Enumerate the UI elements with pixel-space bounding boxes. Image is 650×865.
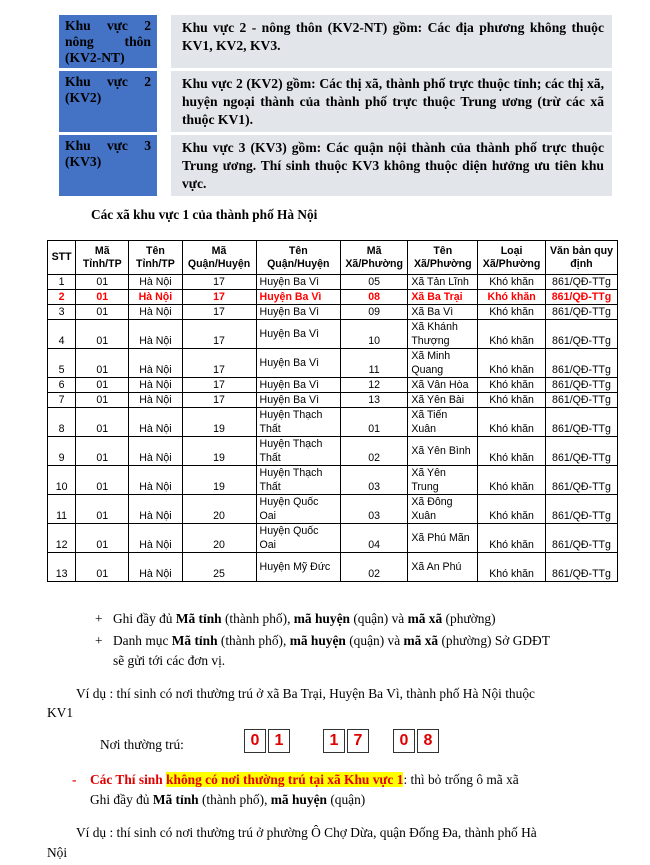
residence-label: Nơi thường trú: bbox=[100, 737, 184, 752]
table-cell: 20 bbox=[182, 524, 256, 553]
table-cell: 1 bbox=[48, 275, 76, 290]
table-cell: Hà Nội bbox=[129, 305, 182, 320]
table-cell: 19 bbox=[182, 437, 256, 466]
table-cell: 02 bbox=[341, 437, 408, 466]
table-cell: 17 bbox=[182, 305, 256, 320]
table-cell: Hà Nội bbox=[129, 320, 182, 349]
table-cell: 861/QĐ-TTg bbox=[545, 320, 617, 349]
region-code: Khu vực 2 (KV2) bbox=[59, 71, 157, 132]
table-cell: 09 bbox=[341, 305, 408, 320]
table-cell: 25 bbox=[182, 553, 256, 582]
table-cell: Huyện Ba Vì bbox=[256, 378, 340, 393]
code-box: 0 bbox=[244, 729, 266, 753]
table-cell: 19 bbox=[182, 408, 256, 437]
region-description: Khu vực 2 (KV2) gồm: Các thị xã, thành phố trực thuộc tỉnh; các thị xã, huyện ngoại thành của thành phố trực thuộc Trung ương (trừ các xã thuộc KV1). bbox=[171, 71, 612, 132]
table-cell: 6 bbox=[48, 378, 76, 393]
table-cell: Hà Nội bbox=[129, 349, 182, 378]
table-cell: Xã Vân Hòa bbox=[408, 378, 478, 393]
table-cell: Hà Nội bbox=[129, 393, 182, 408]
table-row bbox=[48, 275, 618, 290]
table-cell: 02 bbox=[341, 553, 408, 582]
table-cell: 7 bbox=[48, 393, 76, 408]
region-row bbox=[59, 71, 612, 132]
table-cell: 01 bbox=[76, 553, 129, 582]
region-row bbox=[59, 15, 612, 68]
table-cell: Huyện Thạch Thất bbox=[256, 466, 340, 495]
table-header-row bbox=[48, 241, 618, 275]
table-cell: 8 bbox=[48, 408, 76, 437]
code-box: 8 bbox=[417, 729, 439, 753]
table-cell: 861/QĐ-TTg bbox=[545, 466, 617, 495]
table-cell: Huyện Ba Vì bbox=[256, 349, 340, 378]
table-cell: Huyện Ba Vì bbox=[256, 290, 340, 305]
table-cell: 5 bbox=[48, 349, 76, 378]
table-cell: Khó khăn bbox=[478, 524, 546, 553]
note-text: Các Thí sinh không có nơi thường trú tại xã Khu vực 1: thì bỏ trống ô mã xã bbox=[90, 772, 519, 787]
table-cell: 01 bbox=[341, 408, 408, 437]
code-box: 1 bbox=[268, 729, 290, 753]
table-cell: Hà Nội bbox=[129, 466, 182, 495]
table-cell: 861/QĐ-TTg bbox=[545, 408, 617, 437]
table-cell: 20 bbox=[182, 495, 256, 524]
table-cell: 01 bbox=[76, 408, 129, 437]
example-line: KV1 bbox=[47, 705, 74, 720]
table-row bbox=[48, 305, 618, 320]
table-cell: Khó khăn bbox=[478, 290, 546, 305]
region-row bbox=[59, 135, 612, 196]
table-cell: Khó khăn bbox=[478, 275, 546, 290]
table-row bbox=[48, 393, 618, 408]
table-cell: 9 bbox=[48, 437, 76, 466]
header-commune-code: Mã Xã/Phường bbox=[341, 241, 408, 275]
table-cell: 10 bbox=[48, 466, 76, 495]
code-box: 1 bbox=[323, 729, 345, 753]
table-cell: Xã Tản Lĩnh bbox=[408, 275, 478, 290]
table-cell: 01 bbox=[76, 290, 129, 305]
commune-table bbox=[47, 240, 618, 582]
table-row bbox=[48, 290, 618, 305]
region-description: Khu vực 2 - nông thôn (KV2-NT) gồm: Các địa phương không thuộc KV1, KV2, KV3. bbox=[171, 15, 612, 68]
table-row bbox=[48, 553, 618, 582]
table-cell: Xã Yên Bình bbox=[408, 437, 478, 466]
table-cell: Hà Nội bbox=[129, 275, 182, 290]
table-row bbox=[48, 349, 618, 378]
table-cell: 861/QĐ-TTg bbox=[545, 275, 617, 290]
table-cell: Xã Yên Trung bbox=[408, 466, 478, 495]
table-cell: 01 bbox=[76, 393, 129, 408]
table-cell: 01 bbox=[76, 437, 129, 466]
code-box: 7 bbox=[347, 729, 369, 753]
table-row bbox=[48, 437, 618, 466]
table-cell: 13 bbox=[48, 553, 76, 582]
table-cell: Huyện Ba Vì bbox=[256, 393, 340, 408]
table-cell: Khó khăn bbox=[478, 378, 546, 393]
table-cell: Xã Phú Mãn bbox=[408, 524, 478, 553]
table-cell: 17 bbox=[182, 349, 256, 378]
table-cell: Huyện Mỹ Đức bbox=[256, 553, 340, 582]
table-cell: Khó khăn bbox=[478, 305, 546, 320]
table-cell: 861/QĐ-TTg bbox=[545, 305, 617, 320]
region-description: Khu vực 3 (KV3) gồm: Các quận nội thành của thành phố trực thuộc Trung ương. Thí sinh thuộc KV3 không thuộc diện hưởng ưu tiên khu vực. bbox=[171, 135, 612, 196]
example-line: Ví dụ : thí sinh có nơi thường trú ở xã Ba Trại, Huyện Ba Vì, thành phố Hà Nội thuộc bbox=[76, 686, 535, 701]
region-code: Khu vực 3 (KV3) bbox=[59, 135, 157, 196]
table-cell: 03 bbox=[341, 466, 408, 495]
header-district-code: Mã Quận/Huyện bbox=[182, 241, 256, 275]
table-title: Các xã khu vực 1 của thành phố Hà Nội bbox=[91, 207, 318, 222]
table-row bbox=[48, 466, 618, 495]
table-cell: Hà Nội bbox=[129, 408, 182, 437]
table-cell: Xã Minh Quang bbox=[408, 349, 478, 378]
bullet-text-continued: sẽ gửi tới các đơn vị. bbox=[113, 653, 226, 668]
table-cell: Huyện Ba Vì bbox=[256, 305, 340, 320]
table-row bbox=[48, 320, 618, 349]
table-cell: 05 bbox=[341, 275, 408, 290]
table-cell: 3 bbox=[48, 305, 76, 320]
table-cell: 10 bbox=[341, 320, 408, 349]
bullet-symbol: + bbox=[95, 611, 103, 626]
table-cell: Xã Ba Trại bbox=[408, 290, 478, 305]
table-cell: 17 bbox=[182, 275, 256, 290]
table-cell: 861/QĐ-TTg bbox=[545, 393, 617, 408]
table-cell: Hà Nội bbox=[129, 378, 182, 393]
table-row bbox=[48, 378, 618, 393]
table-cell: Huyện Ba Vì bbox=[256, 275, 340, 290]
header-district-name: Tên Quận/Huyện bbox=[256, 241, 340, 275]
table-cell: Xã Khánh Thượng bbox=[408, 320, 478, 349]
bullet-symbol: + bbox=[95, 633, 103, 648]
table-cell: 19 bbox=[182, 466, 256, 495]
header-document: Văn bản quy định bbox=[545, 241, 617, 275]
table-cell: 13 bbox=[341, 393, 408, 408]
table-cell: Khó khăn bbox=[478, 495, 546, 524]
table-cell: 17 bbox=[182, 290, 256, 305]
region-table bbox=[59, 12, 612, 199]
table-cell: Hà Nội bbox=[129, 437, 182, 466]
example-line: Ví dụ : thí sinh có nơi thường trú ở phường Ô Chợ Dừa, quận Đống Đa, thành phố Hà bbox=[76, 825, 537, 840]
table-cell: 17 bbox=[182, 320, 256, 349]
table-cell: Xã Đông Xuân bbox=[408, 495, 478, 524]
table-cell: Xã Yên Bài bbox=[408, 393, 478, 408]
table-cell: 2 bbox=[48, 290, 76, 305]
header-province-name: Tên Tỉnh/TP bbox=[129, 241, 182, 275]
table-cell: 01 bbox=[76, 378, 129, 393]
table-cell: 11 bbox=[341, 349, 408, 378]
table-cell: Xã Tiến Xuân bbox=[408, 408, 478, 437]
table-cell: Xã An Phú bbox=[408, 553, 478, 582]
note-text-continued: Ghi đầy đủ Mã tỉnh (thành phố), mã huyện (quận) bbox=[90, 792, 366, 807]
note-dash: - bbox=[72, 772, 77, 787]
table-cell: 01 bbox=[76, 495, 129, 524]
table-cell: Khó khăn bbox=[478, 349, 546, 378]
table-cell: 861/QĐ-TTg bbox=[545, 378, 617, 393]
table-cell: 01 bbox=[76, 275, 129, 290]
table-cell: 861/QĐ-TTg bbox=[545, 524, 617, 553]
table-cell: Huyện Quốc Oai bbox=[256, 495, 340, 524]
table-cell: Hà Nội bbox=[129, 290, 182, 305]
table-cell: Huyện Ba Vì bbox=[256, 320, 340, 349]
table-cell: 11 bbox=[48, 495, 76, 524]
region-code: Khu vực 2 nông thôn (KV2-NT) bbox=[59, 15, 157, 68]
table-cell: Hà Nội bbox=[129, 524, 182, 553]
bullet-text: Danh mục Mã tỉnh (thành phố), mã huyện (quận) và mã xã (phường) Sở GDĐT bbox=[113, 633, 550, 648]
table-cell: 03 bbox=[341, 495, 408, 524]
table-cell: 12 bbox=[341, 378, 408, 393]
code-box: 0 bbox=[393, 729, 415, 753]
table-cell: 861/QĐ-TTg bbox=[545, 495, 617, 524]
table-cell: 01 bbox=[76, 305, 129, 320]
table-cell: 861/QĐ-TTg bbox=[545, 553, 617, 582]
example-line: Nội bbox=[47, 845, 68, 860]
table-cell: 17 bbox=[182, 393, 256, 408]
table-cell: Khó khăn bbox=[478, 320, 546, 349]
table-row bbox=[48, 495, 618, 524]
bullet-text: Ghi đầy đủ Mã tỉnh (thành phố), mã huyện (quận) và mã xã (phường) bbox=[113, 611, 496, 626]
table-cell: Khó khăn bbox=[478, 466, 546, 495]
header-commune-name: Tên Xã/Phường bbox=[408, 241, 478, 275]
header-commune-type: Loại Xã/Phường bbox=[478, 241, 546, 275]
table-cell: Khó khăn bbox=[478, 553, 546, 582]
table-cell: Khó khăn bbox=[478, 393, 546, 408]
table-row bbox=[48, 524, 618, 553]
table-cell: Huyện Thạch Thất bbox=[256, 408, 340, 437]
table-cell: 01 bbox=[76, 466, 129, 495]
header-stt: STT bbox=[48, 241, 76, 275]
table-cell: 861/QĐ-TTg bbox=[545, 349, 617, 378]
table-row bbox=[48, 408, 618, 437]
table-cell: 861/QĐ-TTg bbox=[545, 437, 617, 466]
table-cell: 12 bbox=[48, 524, 76, 553]
table-cell: 08 bbox=[341, 290, 408, 305]
table-cell: Xã Ba Vì bbox=[408, 305, 478, 320]
table-cell: 01 bbox=[76, 349, 129, 378]
table-cell: Hà Nội bbox=[129, 553, 182, 582]
header-province-code: Mã Tỉnh/TP bbox=[76, 241, 129, 275]
table-cell: Khó khăn bbox=[478, 408, 546, 437]
table-cell: 4 bbox=[48, 320, 76, 349]
table-cell: 01 bbox=[76, 320, 129, 349]
table-cell: 861/QĐ-TTg bbox=[545, 290, 617, 305]
table-cell: Huyện Quốc Oai bbox=[256, 524, 340, 553]
table-cell: Khó khăn bbox=[478, 437, 546, 466]
table-cell: 17 bbox=[182, 378, 256, 393]
table-cell: 04 bbox=[341, 524, 408, 553]
table-cell: 01 bbox=[76, 524, 129, 553]
table-cell: Hà Nội bbox=[129, 495, 182, 524]
table-cell: Huyện Thạch Thất bbox=[256, 437, 340, 466]
